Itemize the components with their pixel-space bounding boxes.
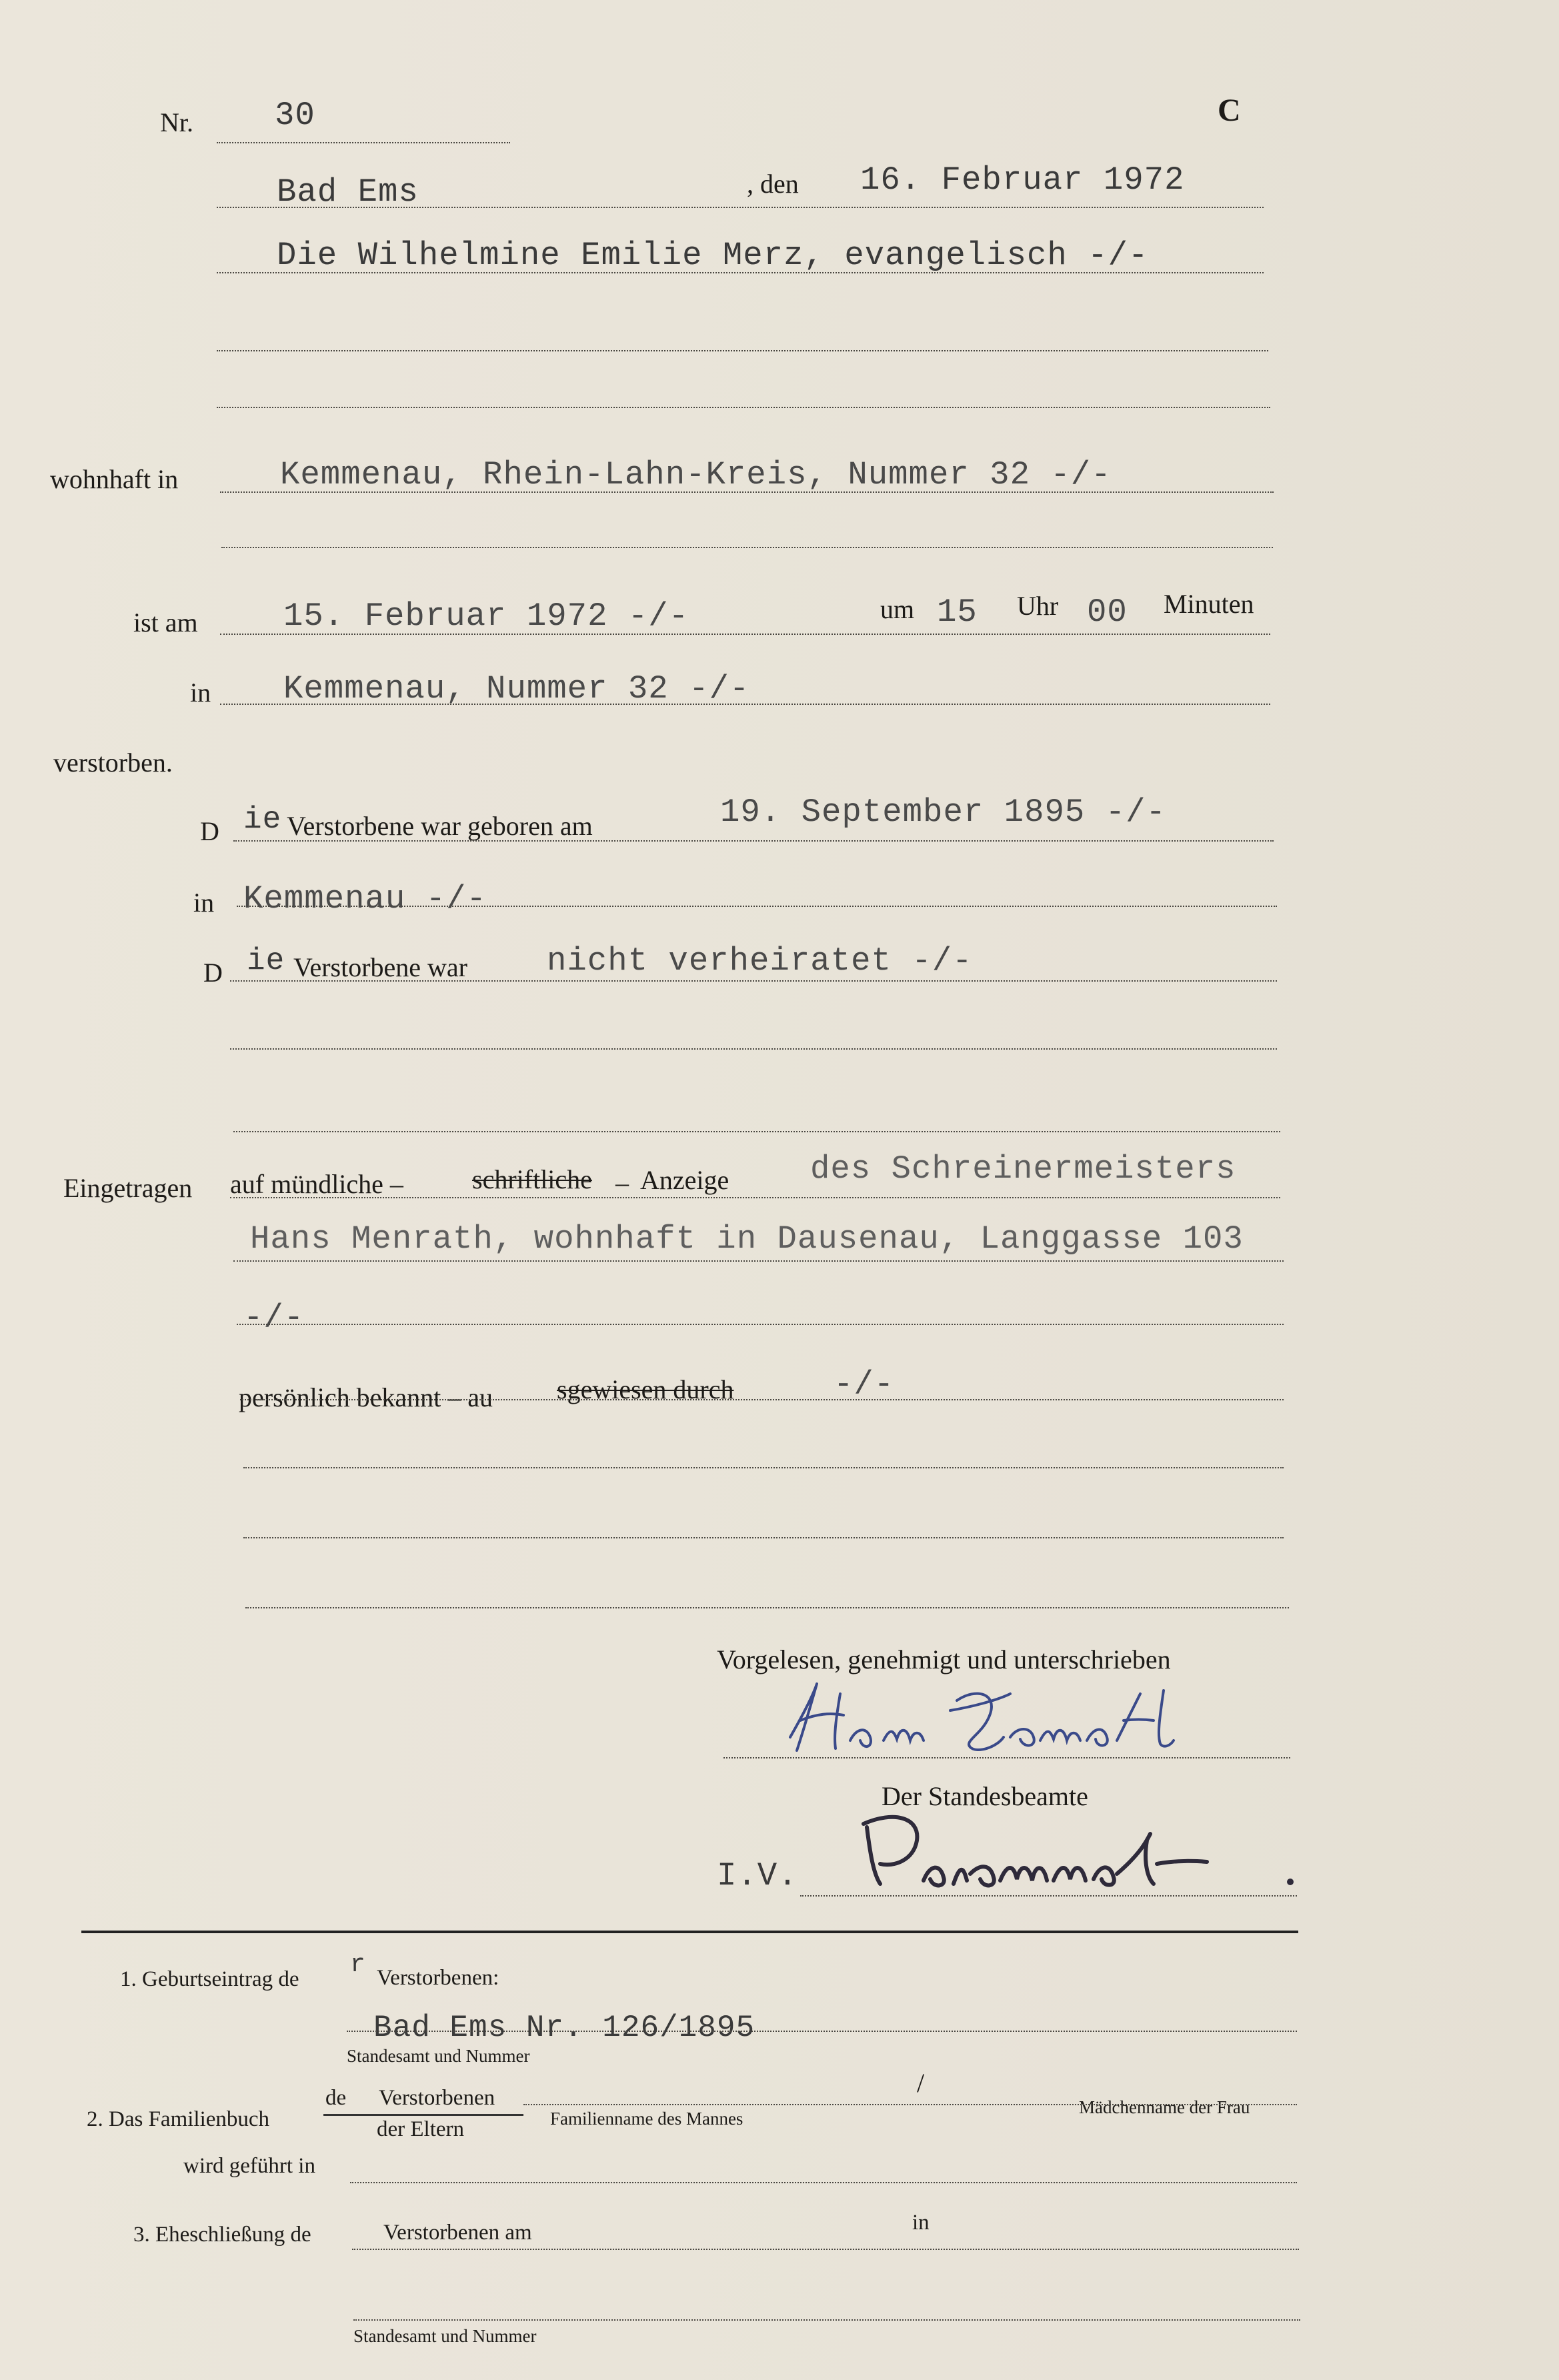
death-place-value: Kemmenau, Nummer 32 -/-	[283, 670, 750, 708]
identity-value: -/-	[834, 1366, 895, 1403]
anzeige-label: Anzeige	[640, 1165, 729, 1195]
blank-line-8	[245, 1607, 1289, 1608]
report-dash: –	[615, 1168, 629, 1198]
footer-item2-slash: /	[917, 2068, 925, 2098]
eingetragen-label: Eingetragen	[63, 1173, 193, 1203]
schriftliche-label: schriftliche	[472, 1164, 592, 1194]
report-line-1	[230, 1197, 1280, 1198]
registrar-signature-line	[800, 1895, 1297, 1897]
death-date-value: 15. Februar 1972 -/-	[283, 598, 689, 635]
identity-line	[240, 1399, 1284, 1400]
marital-war-label: Verstorbene war	[293, 952, 467, 982]
footer-item3-in: in	[912, 2211, 930, 2235]
standesamt-label: Standesamt und Nummer	[347, 2046, 530, 2066]
footer-item1-label-end: Verstorbenen:	[377, 1966, 499, 1990]
blank-line-4	[230, 1048, 1277, 1050]
footer-item2-label: 2. Das Familienbuch	[87, 2107, 270, 2131]
name-line	[217, 272, 1264, 273]
marital-d-suffix: ie	[247, 944, 285, 978]
report-value-line2: Hans Menrath, wohnhaft in Dausenau, Langgasse 103	[250, 1220, 1244, 1258]
wird-gefuehrt-line	[350, 2182, 1297, 2183]
standesamt-label-2: Standesamt und Nummer	[353, 2326, 537, 2346]
footer-item3-line	[352, 2249, 1299, 2250]
verstorben-label: verstorben.	[53, 748, 173, 778]
blank-line-2	[217, 407, 1270, 408]
informant-signature-line	[723, 1757, 1290, 1758]
nr-value: 30	[275, 97, 315, 134]
wird-gefuehrt-label: wird geführt in	[183, 2154, 315, 2178]
footer-item1-suffix: r	[350, 1951, 366, 1979]
familienname-mannes: Familienname des Mannes	[550, 2109, 743, 2129]
name-line-value: Die Wilhelmine Emilie Merz, evangelisch -/-	[277, 237, 1149, 274]
marital-line	[230, 980, 1277, 982]
birth-date-value: 19. September 1895 -/-	[720, 794, 1166, 831]
blank-line-7	[243, 1537, 1284, 1538]
footer-item2-line	[523, 2104, 1297, 2105]
wohnhaft-label: wohnhaft in	[50, 464, 179, 494]
birth-geboren-label: Verstorbene war geboren am	[287, 811, 593, 841]
fraction-bar	[323, 2114, 523, 2116]
minuten-label: Minuten	[1164, 589, 1254, 619]
nr-label: Nr.	[160, 107, 193, 137]
den-label: , den	[747, 169, 799, 199]
ist-am-label: ist am	[133, 608, 198, 638]
blank-line-5	[233, 1131, 1280, 1132]
death-minutes-value: 00	[1087, 593, 1128, 631]
registrar-signature	[854, 1801, 1307, 1901]
bekannt-label: persönlich bekannt – au	[239, 1382, 493, 1412]
auf-muendliche-label: auf mündliche –	[230, 1169, 403, 1199]
birth-place-line	[237, 906, 1277, 907]
footer-item2-verstorbenen: Verstorbenen	[379, 2086, 495, 2110]
footer-item3-standesamt-line	[353, 2319, 1300, 2321]
corner-letter: C	[1218, 93, 1241, 128]
footer-item3-label: 3. Eheschließung de	[133, 2223, 311, 2247]
marital-d-label: D	[203, 958, 223, 988]
footer-item2-de: de	[325, 2086, 347, 2110]
report-value-line1: des Schreinermeisters	[810, 1150, 1236, 1188]
ausgewiesen-label: sgewiesen durch	[557, 1374, 734, 1404]
birth-in-label: in	[193, 888, 215, 918]
footer-divider	[81, 1931, 1298, 1933]
footer-item1-line	[347, 2031, 1297, 2032]
uhr-label: Uhr	[1017, 591, 1059, 621]
footer-item1-value: Bad Ems Nr. 126/1895	[373, 2011, 755, 2045]
standesbeamte-label: Der Standesbeamte	[882, 1781, 1088, 1811]
birth-d-suffix: ie	[243, 802, 282, 837]
footer-item1-label: 1. Geburtseintrag de	[120, 1967, 299, 1991]
um-label: um	[880, 594, 915, 624]
report-line-2	[233, 1260, 1284, 1262]
death-in-label: in	[190, 678, 211, 708]
maedchenname: Mädchenname der Frau	[1079, 2097, 1250, 2117]
footer-item2-eltern: der Eltern	[377, 2117, 465, 2141]
report-line-3	[237, 1324, 1284, 1325]
date-value: 16. Februar 1972	[860, 161, 1185, 199]
death-place-line	[220, 704, 1270, 705]
death-hour-value: 15	[937, 593, 978, 631]
birth-place-value: Kemmenau -/-	[243, 880, 487, 918]
wohnhaft-value: Kemmenau, Rhein-Lahn-Kreis, Nummer 32 -/-	[280, 456, 1112, 493]
informant-signature	[777, 1674, 1244, 1760]
blank-line-6	[243, 1467, 1284, 1468]
blank-line-3	[221, 547, 1273, 548]
wohnhaft-line	[220, 491, 1274, 493]
report-value-line3: -/-	[243, 1299, 305, 1336]
nr-line	[217, 142, 510, 143]
iv-label: I.V.	[717, 1857, 798, 1895]
marital-status-value: nicht verheiratet -/-	[547, 942, 973, 980]
vorgelesen-label: Vorgelesen, genehmigt und unterschrieben	[717, 1644, 1171, 1674]
birth-d-label: D	[200, 816, 219, 846]
blank-line-1	[217, 350, 1268, 351]
birth-date-line	[233, 840, 1274, 842]
footer-item3-verstorbenen-am: Verstorbenen am	[383, 2221, 532, 2245]
place-date-line	[217, 207, 1264, 208]
death-date-line	[220, 634, 1270, 635]
place-value: Bad Ems	[277, 173, 419, 211]
